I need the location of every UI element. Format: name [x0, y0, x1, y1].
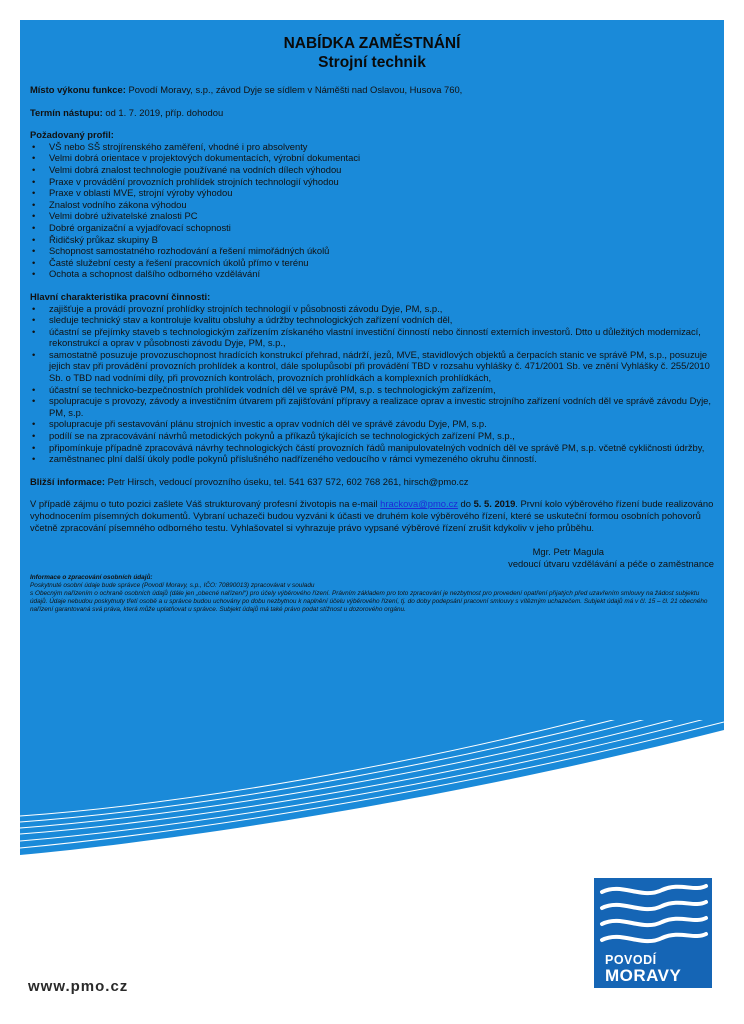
duty-item: • zajišťuje a provádí provozní prohlídky strojních technologií v působnosti závodu Dyje, PM, s.p.,	[30, 303, 714, 315]
duty-item: • účastní se technicko-bezpečnostních prohlídek vodních děl ve správě PM, s.p. s technologickým zařízením,	[30, 384, 714, 396]
profile-item: • Znalost vodního zákona výhodou	[30, 199, 714, 211]
start-value: od 1. 7. 2019, příp. dohodou	[102, 106, 224, 118]
profile-item: • Velmi dobrá znalost technologie používané na vodních dílech výhodou	[30, 164, 714, 176]
website-link[interactable]: www.pmo.cz	[28, 978, 129, 995]
duty-item: • zaměstnanec plní další úkoly podle pokynů příslušného nadřízeného vedoucího v rámci vymezeného okruhu činností.	[30, 453, 714, 465]
profile-item: • Praxe v provádění provozních prohlídek strojních technologií výhodou	[30, 176, 714, 188]
profile-item: • Řidičský průkaz skupiny B	[30, 234, 714, 246]
povodi-moravy-logo	[594, 878, 712, 988]
duty-item: • spolupracuje s provozy, závody a investičním útvarem při zajišťování přípravy a realizace oprav a investic strojního zařízení vodních děl ve správě závodu Dyje, PM, s.p.	[30, 395, 714, 418]
wave-logo-icon	[594, 878, 712, 950]
privacy-heading: Informace o zpracování osobních údajů:	[30, 574, 153, 582]
duty-item: • připomínkuje případně zpracovává návrhy technologických částí provozních řádů manipulovatelných vodních děl ve správě PM, s.p. včetně cykličnosti údržby,	[30, 442, 714, 454]
signature-role: vedoucí útvaru vzdělávání a péče o zaměstnance	[508, 557, 714, 569]
duty-item: • podílí se na zpracovávání návrhů metodických pokynů a příkazů týkajících se technologických zařízení PM, s.p.,	[30, 430, 714, 442]
page-title: NABÍDKA ZAMĚSTNÁNÍ	[283, 35, 461, 52]
profile-item: • Velmi dobrá orientace v projektových dokumentacích, výrobní dokumentaci	[30, 152, 714, 164]
profile-item: • Schopnost samostatného rozhodování a řešení mimořádných úkolů	[30, 245, 714, 257]
logo-text-bottom: MORAVY	[605, 966, 682, 985]
apply-text-before: V případě zájmu o tuto pozici zašlete Váš strukturovaný profesní životopis na e-mail	[30, 498, 381, 510]
profile-item: • Praxe v oblasti MVE, strojní výroby výhodou	[30, 187, 714, 199]
contact-line	[30, 476, 714, 488]
start-label: Termín nástupu:	[30, 106, 103, 118]
location-value: Povodí Moravy, s.p., závod Dyje se sídlem v Náměšti nad Oslavou, Husova 760,	[125, 84, 463, 95]
privacy-line: Poskytnuté osobní údaje bude správce (Povodí Moravy, s.p., IČO: 70890013) zpracovávat v souladu	[30, 582, 315, 590]
logo-text-top: POVODÍ	[605, 953, 657, 967]
job-offer-content	[30, 34, 714, 614]
location-line	[30, 84, 714, 96]
location-label: Místo výkonu funkce:	[30, 84, 126, 95]
job-offer-panel	[20, 20, 724, 870]
duty-item: • účastní se přejímky staveb s technologickým zařízením získaného vlastní investiční činností nebo činností externích investorů. Dtto u důležitých modernizací, rekonstrukcí a oprav v působnosti závodu Dyje, PM, s.p.,	[30, 326, 714, 349]
apply-paragraph	[30, 498, 714, 533]
contact-label: Bližší informace:	[30, 475, 106, 487]
apply-text-after: . První kolo výběrového řízení bude realizováno vyhodnocením písemných dokumentů. Vybraní uchazeči budou vyzváni k účasti ve druhém kole výběrového řízení, které se uskuteční formou osobních pohovorů včetně zpracování písemného odborného testu. Vyhlašovatel si vyhrazuje právo vypsané výběrové řízení zrušit kdykoliv v jeho průběhu.	[30, 498, 714, 533]
privacy-notice	[30, 574, 714, 614]
contact-value: Petr Hirsch, vedoucí provozního úseku, tel. 541 637 572, 602 768 261, hirsch@pmo.cz	[105, 475, 469, 487]
profile-item: • Časté služební cesty a řešení pracovních úkolů přímo v terénu	[30, 257, 714, 269]
apply-email-link[interactable]: hrackova@pmo.cz	[380, 498, 458, 510]
apply-deadline: 5. 5. 2019	[473, 498, 516, 510]
profile-list	[30, 141, 714, 280]
profile-heading: Požadovaný profil:	[30, 129, 114, 141]
duties-heading: Hlavní charakteristika pracovní činnosti:	[30, 290, 211, 302]
profile-item: • Dobré organizační a vyjadřovací schopnosti	[30, 222, 714, 234]
decorative-waves	[20, 720, 724, 870]
start-line	[30, 107, 714, 119]
apply-text-mid: do	[457, 498, 474, 510]
signature-name: Mgr. Petr Magula	[532, 546, 604, 558]
duty-item: • samostatně posuzuje provozuschopnost hradících konstrukcí přehrad, nádrží, jezů, MVE, stavidlových objektů a čerpacích stanic ve správě PM, s.p., posuzuje jejich stav při provádění provozních prohlídek a kontrol, dále spolupůsobí při provádění TBD v rozsahu vyhlášky č. 471/2001 Sb. ve znění Vyhlášky č. 255/2010 Sb. o TBD nad vodními díly, při provozních kontrolách, provozních prohlídkách a komplexních prohlídkách,	[30, 349, 714, 384]
signature-block	[30, 546, 714, 569]
profile-item: • VŠ nebo SŠ strojírenského zaměření, vhodné i pro absolventy	[30, 141, 714, 153]
profile-item: • Ochota a schopnost dalšího odborného vzdělávání	[30, 268, 714, 280]
duties-list	[30, 303, 714, 465]
duty-item: • sleduje technický stav a kontroluje kvalitu obsluhy a údržby technologických zařízení vodních děl,	[30, 314, 714, 326]
privacy-text: s Obecným nařízením o ochraně osobních údajů (dále jen „obecné nařízení“) pro účely výběrového řízení. Právním základem pro toto zpracování je nezbytnost pro provedení opatření přijatých před uzavřením smlouvy na žádost subjektu údajů. Údaje nebudou poskytnuty třetí osobě a u správce budou uchovány po dobu nezbytnou k naplnění účelu výběrového řízení, tj. do doby podepsání pracovní smlouvy s vítězným uchazečem. Subjekt údajů má v čl. 15 – čl. 21 obecného nařízení garantovaná svá práva, která může uplatňovat u správce. Subjekt údajů má také právo podat stížnost u dozorového orgánu.	[30, 590, 708, 614]
profile-item: • Velmi dobré uživatelské znalosti PC	[30, 210, 714, 222]
job-title: Strojní technik	[318, 54, 426, 71]
duty-item: • spolupracuje při sestavování plánu strojních investic a oprav vodních děl ve správě závodu Dyje, PM, s.p.	[30, 418, 714, 430]
